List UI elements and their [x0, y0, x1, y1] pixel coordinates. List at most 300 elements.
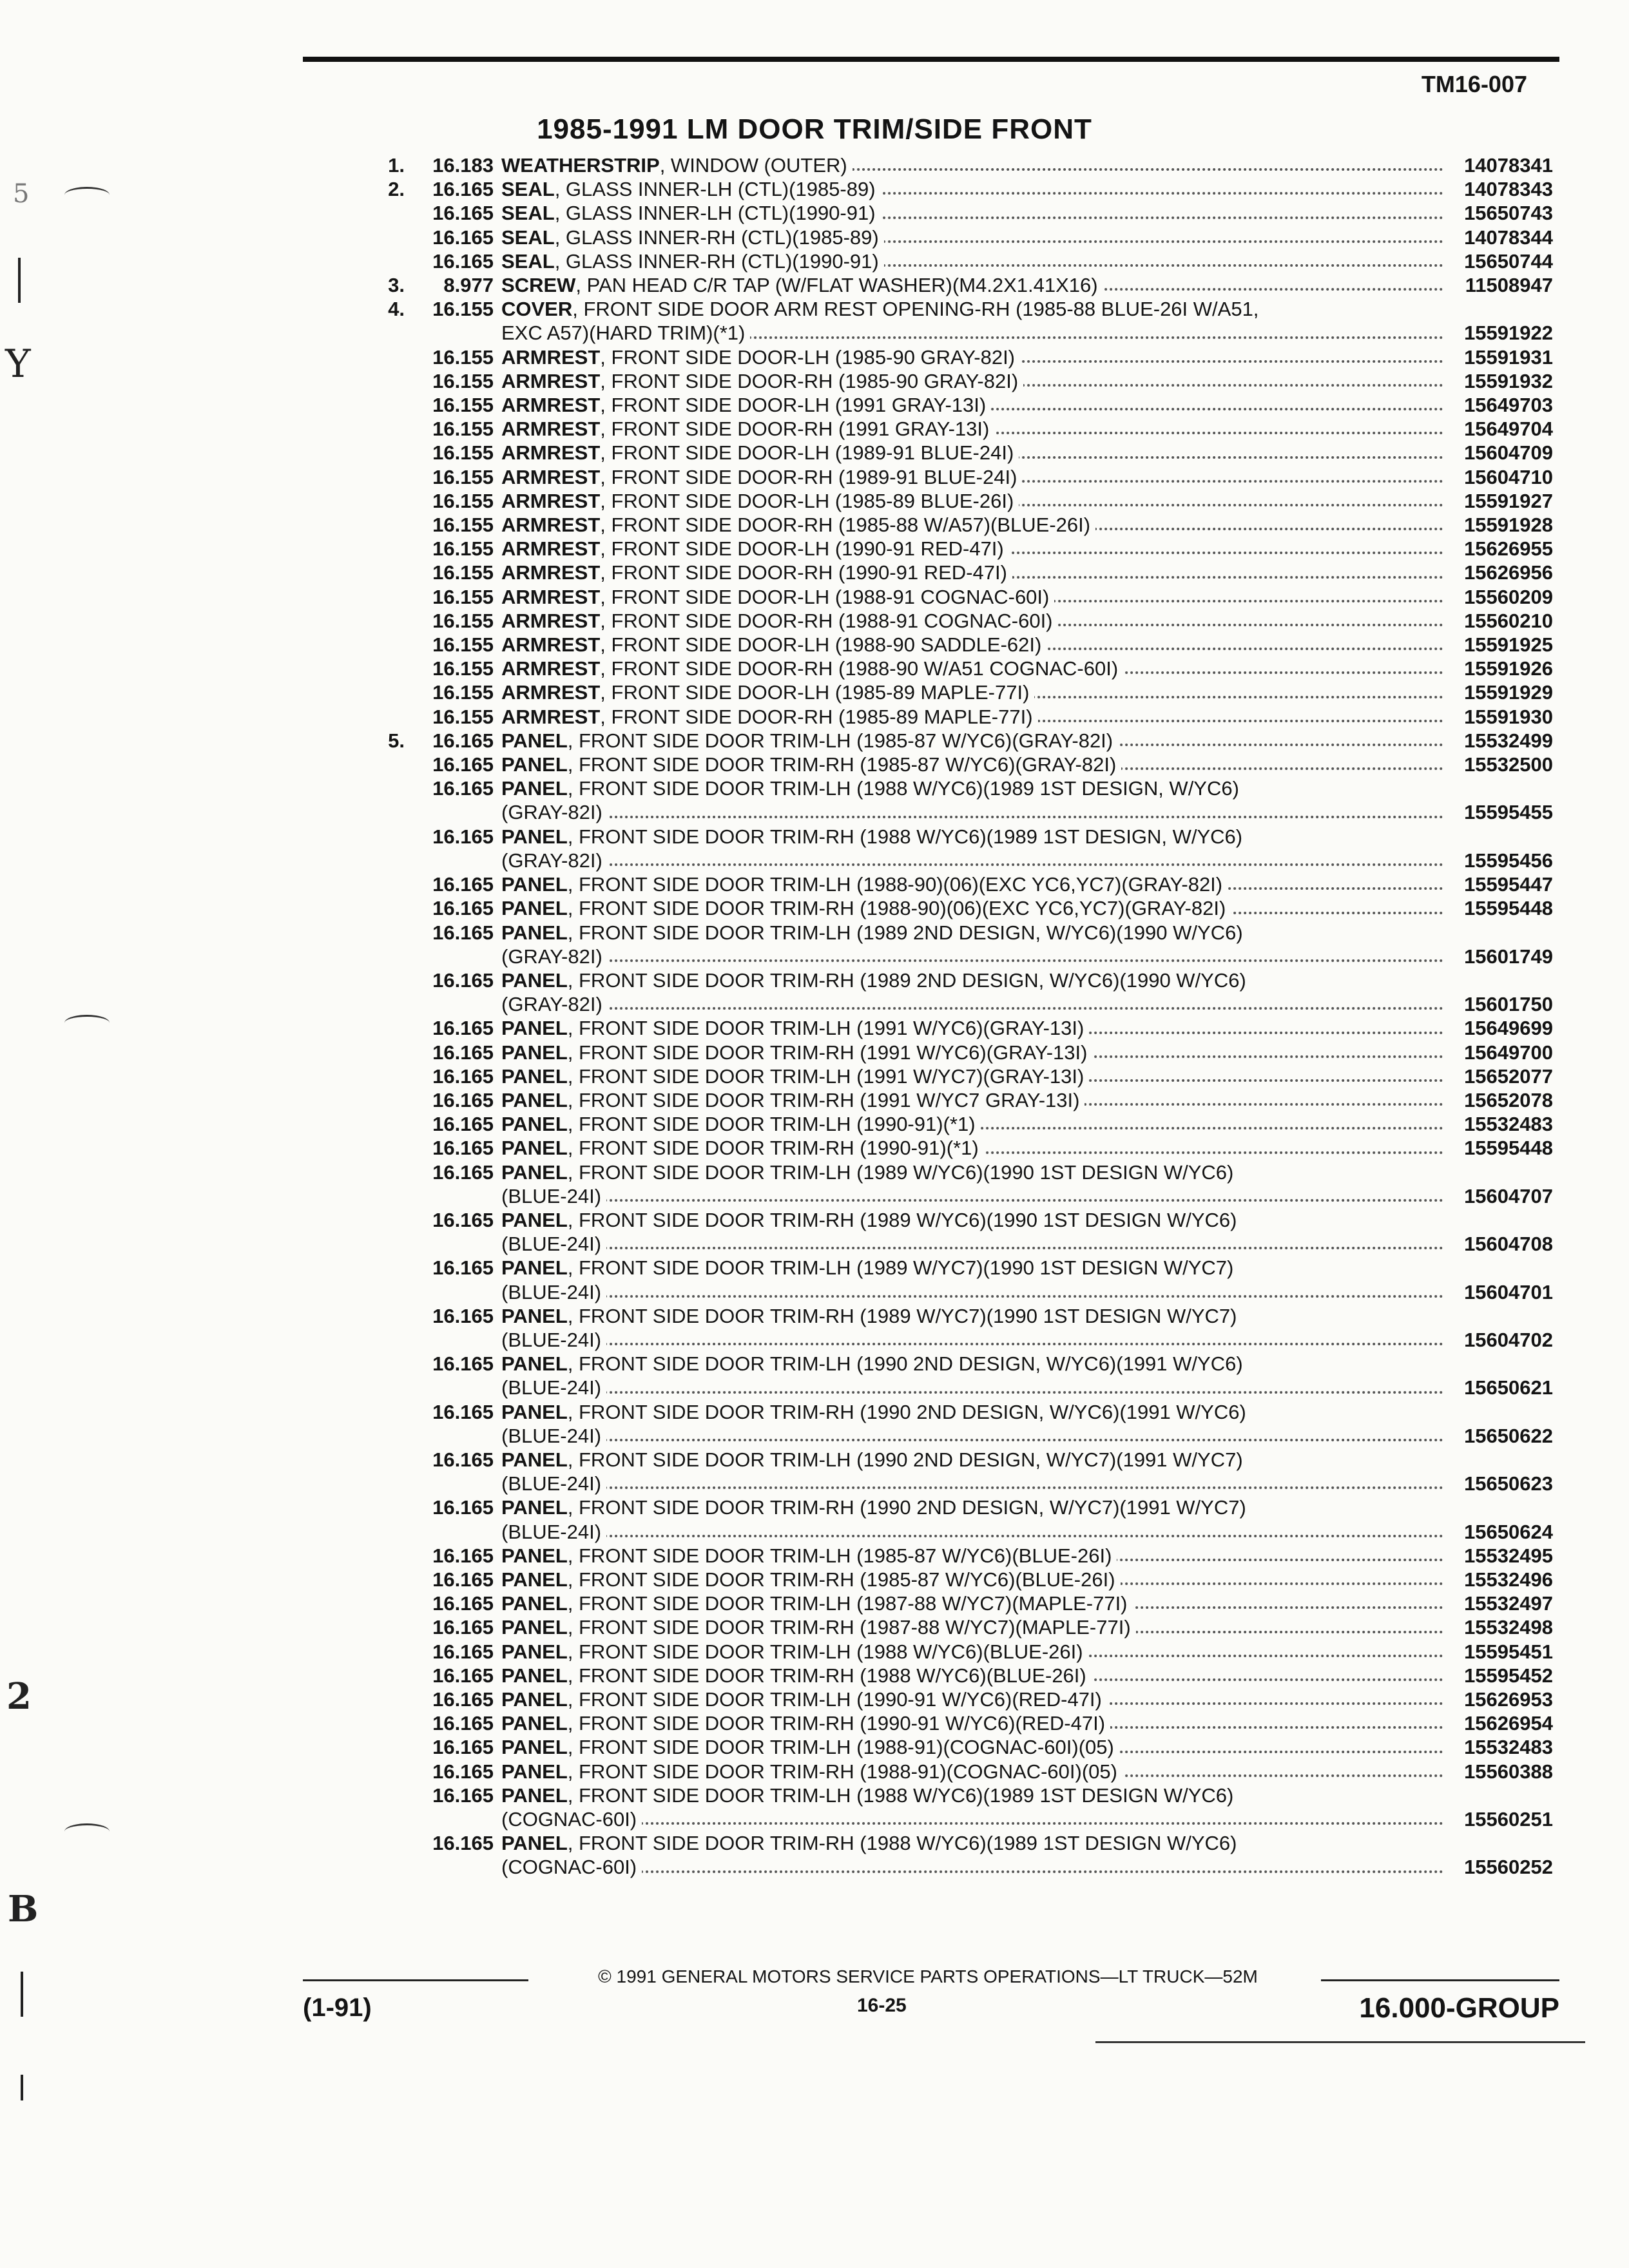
part-description	[501, 345, 1443, 369]
part-description	[501, 1615, 1443, 1639]
part-description	[501, 1088, 1443, 1112]
page-number: 16-25	[857, 1995, 907, 2016]
part-details: , FRONT SIDE DOOR TRIM-RH (1988 W/YC6)(1989 1ST DESIGN, W/YC6)	[567, 825, 1243, 848]
document-id: TM16-007	[1421, 71, 1527, 97]
part-row	[367, 1831, 1553, 1879]
part-number: 15601749	[1464, 945, 1553, 968]
part-name: PANEL	[501, 1304, 568, 1327]
part-name: ARMREST	[501, 609, 601, 632]
part-number: 15532496	[1464, 1568, 1553, 1591]
part-name: PANEL	[501, 1160, 568, 1184]
margin-bar	[18, 258, 21, 303]
part-details: , FRONT SIDE DOOR-LH (1988-90 SADDLE-62I)	[600, 633, 1042, 657]
part-details: , FRONT SIDE DOOR-LH (1985-89 BLUE-26I)	[600, 489, 1014, 512]
part-row	[367, 393, 1553, 417]
part-details: , FRONT SIDE DOOR TRIM-LH (1991 W/YC6)(GRAY-13I)	[567, 1017, 1084, 1040]
category-code: 16.165	[432, 1736, 494, 1759]
part-details: , FRONT SIDE DOOR-LH (1991 GRAY-13I)	[600, 394, 987, 417]
category-code: 16.155	[432, 394, 494, 417]
category-code: 16.165	[432, 1640, 494, 1663]
part-number: 15650621	[1464, 1376, 1553, 1399]
category-code: 16.165	[432, 1160, 494, 1184]
part-number: 15604707	[1464, 1184, 1553, 1207]
part-details: , GLASS INNER-RH (CTL)(1985-89)	[554, 226, 879, 249]
part-details-continued: (BLUE-24I)	[501, 1425, 606, 1447]
footer-rule-right	[1321, 1979, 1559, 1981]
part-description	[501, 1783, 1443, 1831]
part-details-continued: (BLUE-24I)	[501, 1329, 606, 1351]
category-code: 16.165	[432, 1712, 494, 1735]
category-code: 16.183	[432, 154, 494, 177]
part-number: 15532497	[1464, 1592, 1553, 1615]
part-description	[501, 633, 1443, 657]
part-details: , FRONT SIDE DOOR-RH (1985-90 GRAY-82I)	[600, 369, 1019, 392]
margin-mark-b: B	[8, 1888, 39, 1930]
category-code: 16.165	[432, 1304, 494, 1327]
header-rule	[303, 57, 1559, 62]
part-number: 15560209	[1464, 585, 1553, 608]
part-number: 15649699	[1464, 1017, 1553, 1040]
part-name: PANEL	[501, 1041, 568, 1064]
part-name: ARMREST	[501, 537, 601, 561]
category-code: 16.165	[432, 777, 494, 800]
category-code: 16.165	[432, 1041, 494, 1064]
dot-leader	[501, 1199, 1443, 1202]
part-details: , FRONT SIDE DOOR TRIM-LH (1989 W/YC7)(1990 1ST DESIGN W/YC7)	[567, 1256, 1234, 1280]
part-details: , FRONT SIDE DOOR TRIM-RH (1990 2ND DESIGN, W/YC6)(1991 W/YC6)	[567, 1400, 1246, 1423]
part-details: , FRONT SIDE DOOR-RH (1990-91 RED-47I)	[600, 561, 1007, 584]
category-code: 16.165	[432, 1592, 494, 1615]
margin-mark-2: 2	[6, 1675, 32, 1718]
part-description	[501, 1112, 1443, 1136]
part-number: 15595456	[1464, 849, 1553, 872]
category-code: 16.155	[432, 537, 494, 561]
copyright-notice: © 1991 GENERAL MOTORS SERVICE PARTS OPERATIONS—LT TRUCK—52M	[598, 1966, 1258, 1986]
part-description	[501, 729, 1443, 753]
part-name: ARMREST	[501, 681, 601, 704]
dot-leader	[501, 1822, 1443, 1825]
part-row	[367, 705, 1553, 729]
part-name: ARMREST	[501, 418, 601, 441]
part-row	[367, 561, 1553, 584]
part-number: 15626953	[1464, 1688, 1553, 1711]
part-name: SEAL	[501, 249, 555, 273]
part-row	[367, 1208, 1553, 1256]
dot-leader	[501, 1870, 1443, 1873]
part-details: , FRONT SIDE DOOR TRIM-RH (1988-91)(COGNAC-60I)(05)	[567, 1760, 1117, 1783]
part-description	[501, 753, 1443, 776]
part-description	[501, 297, 1443, 345]
part-details: , FRONT SIDE DOOR TRIM-RH (1990-91)(*1)	[567, 1137, 979, 1160]
part-description	[501, 465, 1443, 489]
category-code: 16.155	[432, 633, 494, 657]
part-description	[501, 776, 1443, 824]
part-name: PANEL	[501, 1064, 568, 1088]
part-row	[367, 177, 1553, 201]
part-number: 15595452	[1464, 1664, 1553, 1687]
part-row	[367, 441, 1553, 465]
part-name: PANEL	[501, 1448, 568, 1471]
part-name: ARMREST	[501, 489, 601, 512]
part-description	[501, 1041, 1443, 1064]
part-details: , FRONT SIDE DOOR TRIM-RH (1989 W/YC6)(1990 1ST DESIGN W/YC6)	[567, 1208, 1237, 1231]
part-name: PANEL	[501, 1832, 568, 1855]
part-details: , FRONT SIDE DOOR-LH (1989-91 BLUE-24I)	[600, 441, 1014, 465]
part-number: 15591928	[1464, 514, 1553, 537]
part-name: ARMREST	[501, 394, 601, 417]
part-name: COVER	[501, 298, 573, 321]
part-row	[367, 1783, 1553, 1831]
category-code: 16.155	[432, 681, 494, 704]
part-description	[501, 417, 1443, 441]
part-description	[501, 489, 1443, 513]
part-description	[501, 1544, 1443, 1568]
dot-leader	[501, 1439, 1443, 1441]
dot-leader	[501, 1535, 1443, 1537]
part-details-continued: (COGNAC-60I)	[501, 1808, 642, 1831]
part-description	[501, 561, 1443, 584]
part-row	[367, 825, 1553, 872]
part-name: ARMREST	[501, 465, 601, 488]
part-number: 15626954	[1464, 1712, 1553, 1735]
part-row	[367, 1711, 1553, 1735]
part-number: 15591922	[1464, 322, 1553, 345]
part-name: WEATHERSTRIP	[501, 154, 660, 177]
category-code: 16.165	[432, 1688, 494, 1711]
part-name: SEAL	[501, 178, 555, 201]
part-details: , FRONT SIDE DOOR TRIM-LH (1987-88 W/YC7)(MAPLE-77I)	[567, 1592, 1128, 1615]
part-name: PANEL	[501, 1400, 568, 1423]
part-details-continued: EXC A57)(HARD TRIM)(*1)	[501, 322, 750, 344]
part-details: , FRONT SIDE DOOR TRIM-RH (1988-90)(06)(EXC YC6,YC7)(GRAY-82I)	[567, 897, 1226, 920]
margin-arc	[64, 1015, 110, 1031]
category-code: 16.165	[432, 1137, 494, 1160]
part-name: ARMREST	[501, 514, 601, 537]
part-name: PANEL	[501, 1783, 568, 1807]
part-details: , FRONT SIDE DOOR TRIM-RH (1989 2ND DESIGN, W/YC6)(1990 W/YC6)	[567, 968, 1246, 992]
category-code: 16.165	[432, 1113, 494, 1136]
part-name: PANEL	[501, 1256, 568, 1280]
part-number: 15650623	[1464, 1472, 1553, 1495]
part-description	[501, 201, 1443, 225]
part-row	[367, 1016, 1553, 1040]
part-row	[367, 513, 1553, 537]
part-number: 15604708	[1464, 1233, 1553, 1256]
category-code: 16.155	[432, 489, 494, 512]
part-row	[367, 585, 1553, 609]
part-row	[367, 1735, 1553, 1759]
part-description	[501, 825, 1443, 872]
part-number: 15532483	[1464, 1113, 1553, 1136]
category-code: 16.165	[432, 1352, 494, 1376]
part-details-continued: (BLUE-24I)	[501, 1472, 606, 1495]
part-details: , PAN HEAD C/R TAP (W/FLAT WASHER)(M4.2X1.41X16)	[575, 274, 1098, 297]
part-number: 15604702	[1464, 1328, 1553, 1351]
part-details-continued: (GRAY-82I)	[501, 849, 608, 872]
part-row	[367, 489, 1553, 513]
part-number: 15601750	[1464, 993, 1553, 1016]
part-number: 15591926	[1464, 657, 1553, 680]
part-description	[501, 872, 1443, 896]
part-name: ARMREST	[501, 633, 601, 657]
part-name: PANEL	[501, 1017, 568, 1040]
part-row	[367, 226, 1553, 249]
part-name: PANEL	[501, 1496, 568, 1519]
part-row	[367, 1400, 1553, 1448]
group-label: 16.000-GROUP	[1359, 1992, 1559, 2024]
part-description	[501, 393, 1443, 417]
part-description	[501, 441, 1443, 465]
part-description	[501, 657, 1443, 680]
part-description	[501, 1640, 1443, 1664]
part-details: , FRONT SIDE DOOR TRIM-LH (1988 W/YC6)(BLUE-26I)	[567, 1640, 1083, 1663]
part-description	[501, 249, 1443, 273]
part-number: 15652078	[1464, 1088, 1553, 1111]
part-row	[367, 1760, 1553, 1783]
page-title: 1985-1991 LM DOOR TRIM/SIDE FRONT	[537, 113, 1092, 145]
part-row	[367, 1544, 1553, 1568]
part-name: ARMREST	[501, 657, 601, 680]
part-row	[367, 201, 1553, 225]
part-description	[501, 177, 1443, 201]
part-number: 15649704	[1464, 418, 1553, 441]
part-details: , GLASS INNER-LH (CTL)(1985-89)	[554, 178, 876, 201]
part-name: ARMREST	[501, 705, 601, 728]
part-number: 15560388	[1464, 1760, 1553, 1783]
part-row	[367, 633, 1553, 657]
part-name: PANEL	[501, 873, 568, 896]
dot-leader	[501, 1295, 1443, 1298]
part-description	[501, 1495, 1443, 1543]
part-name: PANEL	[501, 777, 568, 800]
part-number: 15650743	[1464, 202, 1553, 225]
part-row	[367, 1591, 1553, 1615]
part-row	[367, 680, 1553, 704]
part-name: PANEL	[501, 1544, 568, 1567]
part-number: 15532495	[1464, 1544, 1553, 1567]
category-code: 16.165	[432, 1832, 494, 1855]
part-number: 15652077	[1464, 1064, 1553, 1088]
part-row	[367, 345, 1553, 369]
part-details-continued: (BLUE-24I)	[501, 1281, 606, 1303]
category-code: 16.165	[432, 1544, 494, 1567]
part-number: 15604709	[1464, 441, 1553, 465]
part-details: , FRONT SIDE DOOR-RH (1985-88 W/A57)(BLUE-26I)	[600, 514, 1091, 537]
part-description	[501, 273, 1443, 297]
category-code: 16.165	[432, 178, 494, 201]
category-code: 16.155	[432, 585, 494, 608]
part-description	[501, 153, 1443, 177]
part-description	[501, 513, 1443, 537]
category-code: 16.165	[432, 1664, 494, 1687]
part-description	[501, 1016, 1443, 1040]
part-number: 15604701	[1464, 1280, 1553, 1303]
dot-leader	[501, 863, 1443, 866]
part-row	[367, 1687, 1553, 1711]
part-row	[367, 729, 1553, 753]
footer-rule-left	[303, 1979, 528, 1981]
part-number: 15595447	[1464, 873, 1553, 896]
category-code: 16.165	[432, 202, 494, 225]
part-row	[367, 1064, 1553, 1088]
category-code: 16.165	[432, 1017, 494, 1040]
category-code: 16.165	[432, 1616, 494, 1639]
part-description	[501, 1256, 1443, 1303]
part-details: , GLASS INNER-RH (CTL)(1990-91)	[554, 249, 879, 273]
part-details: , FRONT SIDE DOOR TRIM-RH (1985-87 W/YC6)(BLUE-26I)	[567, 1568, 1115, 1591]
margin-arc	[64, 1823, 110, 1840]
publication-date: (1-91)	[303, 1994, 372, 2022]
part-details-continued: (BLUE-24I)	[501, 1376, 606, 1399]
part-details-continued: (BLUE-24I)	[501, 1233, 606, 1255]
part-row	[367, 1160, 1553, 1208]
part-description	[501, 1831, 1443, 1879]
part-description	[501, 1591, 1443, 1615]
dot-leader	[501, 816, 1443, 818]
part-row	[367, 1664, 1553, 1687]
part-details-continued: (BLUE-24I)	[501, 1185, 606, 1207]
callout-number: 3.	[388, 274, 405, 297]
part-name: ARMREST	[501, 369, 601, 392]
category-code: 16.165	[432, 1448, 494, 1471]
part-number: 15560210	[1464, 609, 1553, 632]
part-number: 15604710	[1464, 465, 1553, 488]
part-details: , FRONT SIDE DOOR TRIM-LH (1985-87 W/YC6)(GRAY-82I)	[567, 729, 1113, 752]
category-code: 16.155	[432, 441, 494, 465]
part-description	[501, 369, 1443, 393]
part-name: PANEL	[501, 968, 568, 992]
part-number: 14078341	[1464, 154, 1553, 177]
part-details: , FRONT SIDE DOOR TRIM-LH (1988 W/YC6)(1989 1ST DESIGN, W/YC6)	[567, 777, 1239, 800]
part-row	[367, 1640, 1553, 1664]
part-number: 15595448	[1464, 897, 1553, 920]
part-details: , WINDOW (OUTER)	[659, 154, 847, 177]
part-number: 15591929	[1464, 681, 1553, 704]
part-description	[501, 1136, 1443, 1160]
part-row	[367, 1448, 1553, 1495]
part-details: , FRONT SIDE DOOR TRIM-RH (1985-87 W/YC6)(GRAY-82I)	[567, 753, 1117, 776]
part-name: PANEL	[501, 1712, 568, 1735]
part-number: 15595455	[1464, 801, 1553, 824]
part-description	[501, 1208, 1443, 1256]
part-row	[367, 297, 1553, 345]
category-code: 16.165	[432, 1400, 494, 1423]
category-code: 16.155	[432, 298, 494, 321]
part-details: , FRONT SIDE DOOR TRIM-LH (1990-91 W/YC6)(RED-47I)	[567, 1688, 1102, 1711]
category-code: 16.155	[432, 465, 494, 488]
part-name: SEAL	[501, 202, 555, 225]
part-name: ARMREST	[501, 585, 601, 608]
part-row	[367, 896, 1553, 920]
part-details-continued: (GRAY-82I)	[501, 801, 608, 823]
part-details: , FRONT SIDE DOOR-RH (1991 GRAY-13I)	[600, 418, 990, 441]
part-name: PANEL	[501, 1664, 568, 1687]
part-number: 15532498	[1464, 1616, 1553, 1639]
part-description	[501, 896, 1443, 920]
part-details: , FRONT SIDE DOOR TRIM-LH (1990-91)(*1)	[567, 1113, 976, 1136]
part-number: 14078344	[1464, 226, 1553, 249]
part-number: 15626955	[1464, 537, 1553, 561]
part-row	[367, 657, 1553, 680]
part-details: , FRONT SIDE DOOR TRIM-RH (1988 W/YC6)(BLUE-26I)	[567, 1664, 1086, 1687]
part-row	[367, 249, 1553, 273]
part-details: , FRONT SIDE DOOR TRIM-LH (1985-87 W/YC6)(BLUE-26I)	[567, 1544, 1112, 1567]
margin-arc	[64, 187, 110, 203]
category-code: 16.155	[432, 705, 494, 728]
part-name: PANEL	[501, 897, 568, 920]
part-row	[367, 1495, 1553, 1543]
category-code: 16.165	[432, 1208, 494, 1231]
part-name: PANEL	[501, 1736, 568, 1759]
category-code: 16.155	[432, 609, 494, 632]
part-row	[367, 1615, 1553, 1639]
part-description	[501, 1304, 1443, 1352]
part-row	[367, 417, 1553, 441]
part-row	[367, 968, 1553, 1016]
part-description	[501, 705, 1443, 729]
part-row	[367, 753, 1553, 776]
part-number: 15649703	[1464, 394, 1553, 417]
part-details-continued: (COGNAC-60I)	[501, 1856, 642, 1878]
part-row	[367, 369, 1553, 393]
category-code: 16.155	[432, 561, 494, 584]
part-number: 15595448	[1464, 1137, 1553, 1160]
part-row	[367, 872, 1553, 896]
part-name: PANEL	[501, 1113, 568, 1136]
part-name: ARMREST	[501, 345, 601, 369]
part-number: 15560251	[1464, 1808, 1553, 1831]
part-number: 15649700	[1464, 1041, 1553, 1064]
part-number: 11508947	[1465, 274, 1553, 297]
part-description	[501, 1448, 1443, 1495]
part-name: PANEL	[501, 1592, 568, 1615]
part-row	[367, 465, 1553, 489]
part-name: PANEL	[501, 921, 568, 944]
category-code: 16.155	[432, 514, 494, 537]
category-code: 16.165	[432, 1064, 494, 1088]
part-name: ARMREST	[501, 441, 601, 465]
part-name: PANEL	[501, 1688, 568, 1711]
part-details: , FRONT SIDE DOOR TRIM-RH (1989 W/YC7)(1990 1ST DESIGN W/YC7)	[567, 1304, 1237, 1327]
part-name: SEAL	[501, 226, 555, 249]
part-row	[367, 273, 1553, 297]
part-details: , FRONT SIDE DOOR TRIM-RH (1991 W/YC6)(GRAY-13I)	[567, 1041, 1088, 1064]
part-description	[501, 1160, 1443, 1208]
part-details: , FRONT SIDE DOOR TRIM-LH (1988-90)(06)(EXC YC6,YC7)(GRAY-82I)	[567, 873, 1223, 896]
bottom-rule	[1095, 2041, 1585, 2043]
part-description	[501, 1064, 1443, 1088]
dot-leader	[501, 959, 1443, 962]
part-number: 15532499	[1464, 729, 1553, 752]
part-row	[367, 1136, 1553, 1160]
part-description	[501, 1400, 1443, 1448]
parts-list	[367, 153, 1553, 1879]
margin-bar	[21, 2075, 23, 2100]
category-code: 16.165	[432, 897, 494, 920]
callout-number: 5.	[388, 729, 405, 752]
part-row	[367, 1352, 1553, 1399]
part-name: PANEL	[501, 1352, 568, 1376]
part-description	[501, 585, 1443, 609]
part-details: , FRONT SIDE DOOR TRIM-LH (1991 W/YC7)(GRAY-13I)	[567, 1064, 1084, 1088]
part-description	[501, 1687, 1443, 1711]
part-number: 15626956	[1464, 561, 1553, 584]
dot-leader	[501, 1391, 1443, 1394]
part-description	[501, 609, 1443, 633]
part-details: , FRONT SIDE DOOR TRIM-LH (1989 W/YC6)(1990 1ST DESIGN W/YC6)	[567, 1160, 1234, 1184]
category-code: 16.165	[432, 729, 494, 752]
category-code: 16.165	[432, 1256, 494, 1280]
